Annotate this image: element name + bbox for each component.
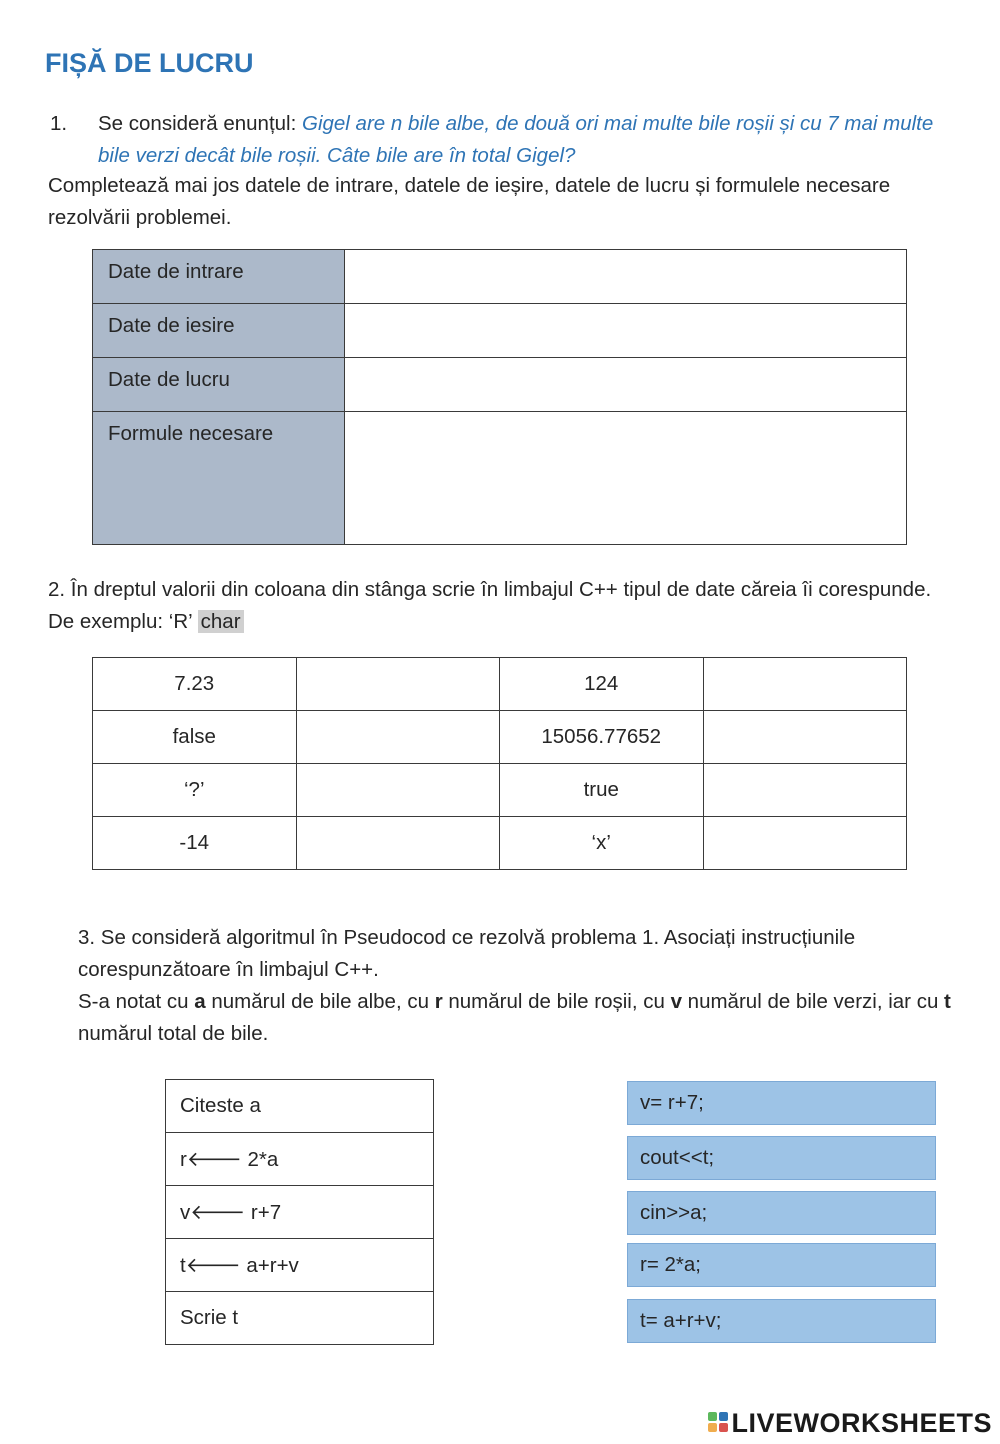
question-3-line-1: 3. Se consideră algoritmul în Pseudocod ce rezolvă problema 1. Asociați instrucțiunile corespunzătoare în limbajul C++. <box>78 926 856 981</box>
question-2-example: char <box>198 610 244 633</box>
table-row <box>93 304 907 358</box>
table-row <box>166 1239 434 1292</box>
pseudocode-step[interactable]: t🡐 a+r+v <box>166 1239 434 1292</box>
input-data-answer-cell[interactable] <box>345 250 907 304</box>
type-answer-cell[interactable] <box>296 711 499 764</box>
value-cell: -14 <box>93 817 297 870</box>
logo-text: LIVEWORKSHEETS <box>731 1408 992 1438</box>
question-2-prompt: 2. În dreptul valorii din coloana din stânga scrie în limbajul C++ tipul de date căreia îi corespunde. De exemplu: ‘R’ <box>48 578 932 633</box>
var-a: a <box>194 990 206 1013</box>
type-answer-cell[interactable] <box>296 658 499 711</box>
table-row <box>93 250 907 304</box>
question-3-text <box>78 922 980 1050</box>
pseudocode-step[interactable]: Scrie t <box>166 1292 434 1345</box>
cpp-option-tile[interactable]: cout<<t; <box>627 1136 936 1180</box>
question-1-lead: Se consideră enunțul: <box>98 112 302 135</box>
cpp-option-tile[interactable]: t= a+r+v; <box>627 1299 936 1343</box>
pseudocode-step[interactable]: r🡐 2*a <box>166 1133 434 1186</box>
table-row <box>166 1133 434 1186</box>
question-1-instruction: Completează mai jos datele de intrare, datele de ieșire, datele de lucru și formulele necesare rezolvării problemei. <box>48 174 891 229</box>
data-types-table <box>92 657 907 870</box>
question-2-text <box>48 574 963 638</box>
value-cell: 124 <box>499 658 703 711</box>
table-row <box>166 1292 434 1345</box>
question-1-number: 1. <box>50 112 68 135</box>
input-data-label: Date de intrare <box>93 250 345 304</box>
table-row <box>166 1080 434 1133</box>
liveworksheets-logo-icon <box>708 1412 728 1434</box>
output-data-answer-cell[interactable] <box>345 304 907 358</box>
var-v: v <box>670 990 682 1013</box>
work-data-label: Date de lucru <box>93 358 345 412</box>
value-cell: 15056.77652 <box>499 711 703 764</box>
table-row <box>93 358 907 412</box>
value-cell: ‘x’ <box>499 817 703 870</box>
type-answer-cell[interactable] <box>296 817 499 870</box>
value-cell: true <box>499 764 703 817</box>
value-cell: ‘?’ <box>93 764 297 817</box>
table-row <box>93 764 907 817</box>
pseudocode-step[interactable]: Citeste a <box>166 1080 434 1133</box>
cpp-option-tile[interactable]: v= r+7; <box>627 1081 936 1125</box>
question-1-text <box>98 108 958 172</box>
type-answer-cell[interactable] <box>296 764 499 817</box>
cpp-option-tile[interactable]: cin>>a; <box>627 1191 936 1235</box>
table-row <box>93 658 907 711</box>
table-row <box>93 817 907 870</box>
formulas-label: Formule necesare <box>93 412 345 545</box>
liveworksheets-logo <box>708 1408 992 1439</box>
formulas-answer-cell[interactable] <box>345 412 907 545</box>
pseudocode-step[interactable]: v🡐 r+7 <box>166 1186 434 1239</box>
page-title: FIȘĂ DE LUCRU <box>45 48 254 78</box>
var-r: r <box>434 990 443 1013</box>
question-1-statement: Gigel are n bile albe, de două ori mai multe bile roșii și cu 7 mai multe bile verzi decât bile roșii. Câte bile are în total Gigel? <box>98 112 934 167</box>
output-data-label: Date de iesire <box>93 304 345 358</box>
table-row <box>93 711 907 764</box>
type-answer-cell[interactable] <box>703 711 906 764</box>
cpp-option-tile[interactable]: r= 2*a; <box>627 1243 936 1287</box>
pseudocode-table <box>165 1079 434 1345</box>
type-answer-cell[interactable] <box>703 764 906 817</box>
var-t: t <box>944 990 951 1013</box>
work-data-answer-cell[interactable] <box>345 358 907 412</box>
question-3-line-2: S-a notat cu a numărul de bile albe, cu r numărul de bile roșii, cu v numărul de bile verzi, iar cu t numărul total de bile. <box>78 990 951 1045</box>
data-analysis-table <box>92 249 907 545</box>
table-row <box>93 412 907 545</box>
value-cell: false <box>93 711 297 764</box>
type-answer-cell[interactable] <box>703 817 906 870</box>
value-cell: 7.23 <box>93 658 297 711</box>
table-row <box>166 1186 434 1239</box>
type-answer-cell[interactable] <box>703 658 906 711</box>
